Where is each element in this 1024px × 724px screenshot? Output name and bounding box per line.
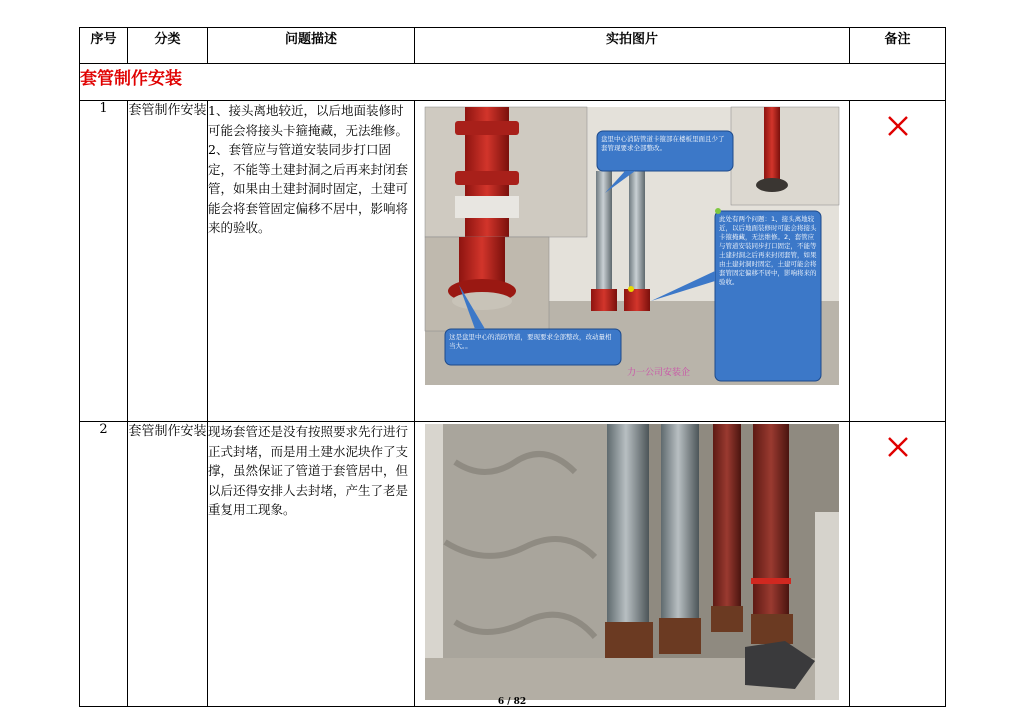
row-category: 套管制作安装: [128, 422, 208, 707]
row-description: 现场套管还是没有按照要求先行进行正式封堵，而是用土建水泥块作了支撑，虽然保证了管道于套管居中，但以后还得安排人去封堵，产生了老是重复用工现象。: [208, 422, 415, 707]
header-category: 分类: [128, 28, 208, 64]
table-row: [80, 422, 946, 707]
callout-top: 盘里中心消防管道卡箍部在楼板里面且少了套管现要求全部整改。: [601, 135, 725, 152]
issue-table: [79, 27, 946, 707]
row-category: 套管制作安装: [128, 101, 208, 422]
section-row: [80, 64, 946, 101]
callout-bottom: 这是盘里中心的消防管道，要现要求全部整改，改动量相当大。。: [449, 333, 612, 350]
header-photo: 实拍图片: [415, 28, 850, 64]
header-note: 备注: [850, 28, 946, 64]
callout-right: 此处有两个问题：1、接头离地较近，以后地面装修时可能会将接头卡箍掩藏，无法维修。2、套管应与管道安装同步打口固定，不能等土建封洞之后再来封闭套管，如果由土建封洞时固定，土建可能会将套管固定偏移不居中，影响将来的验收。: [719, 215, 817, 286]
row-number: 2: [80, 422, 128, 707]
table-row: [80, 101, 946, 422]
header-row: [80, 28, 946, 64]
photo-watermark: 力一公司安装企: [627, 368, 691, 378]
row-photo: [415, 101, 850, 422]
section-title: 套管制作安装: [80, 64, 946, 101]
red-x-icon: [887, 115, 909, 137]
sleeve-sealing-photo: [415, 422, 849, 702]
row-description: 1、接头离地较近，以后地面装修时可能会将接头卡箍掩藏，无法维修。 2、套管应与管道安装同步打口固定，不能等土建封洞之后再来封闭套管，如果由土建封洞时固定，土建可能会将套管固定偏移不居中，影响将来的验收。: [208, 101, 415, 422]
red-x-icon: [887, 436, 909, 458]
header-description: 问题描述: [208, 28, 415, 64]
row-photo: [415, 422, 850, 707]
row-note: [850, 422, 946, 707]
row-number: 1: [80, 101, 128, 422]
header-number: 序号: [80, 28, 128, 64]
sleeve-pipe-photo-collage: [415, 101, 849, 391]
row-note: [850, 101, 946, 422]
page-number: 6 / 82: [497, 697, 527, 707]
